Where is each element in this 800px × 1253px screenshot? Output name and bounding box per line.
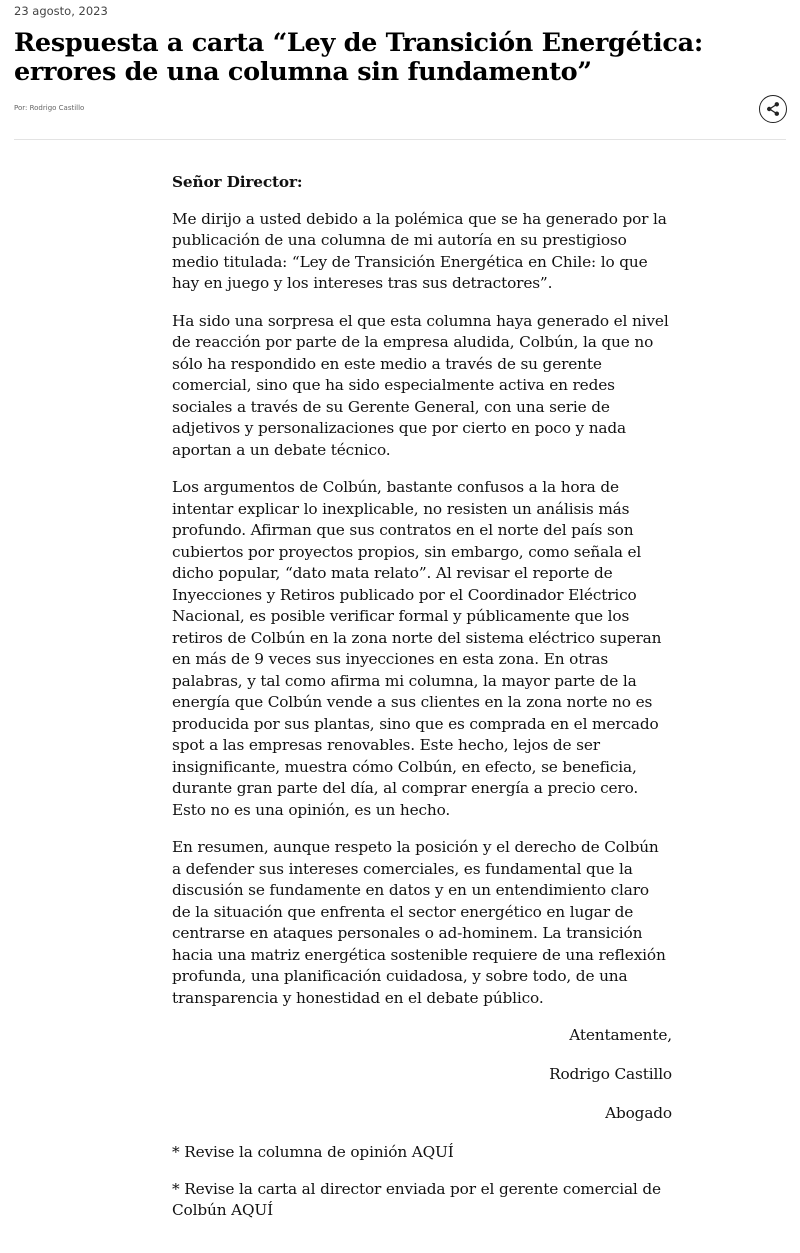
article-date: 23 agosto, 2023 <box>14 4 108 18</box>
letter-paragraph: En resumen, aunque respeto la posición y el derecho de Colbún a defender sus intereses comerciales, es fundamental que la discusión se fundamente en datos y en un entendimiento claro de la situación que enfrenta el sector energético en lugar de centrarse en ataques personales o ad-hominem. La transición hacia una matriz energética sostenible requiere de una reflexión profunda, una planificación cuidadosa, y sobre todo, de una transparencia y honestidad en el debate público. <box>172 838 666 1007</box>
letter-paragraph: Me dirijo a usted debido a la polémica que se ha generado por la publicación de una columna de mi autoría en su prestigioso medio titulada: “Ley de Transición Energética en Chile: lo que hay en juego y los intereses tras sus detractores”. <box>172 209 667 292</box>
letter-greeting: Señor Director: <box>172 173 303 191</box>
signature-title: Abogado <box>605 1104 672 1122</box>
share-icon <box>765 101 781 117</box>
letter-paragraph: Ha sido una sorpresa el que esta columna haya generado el nivel de reacción por parte de la empresa aludida, Colbún, la que no sólo ha respondido en este medio a través de su gerente comercial, sino que ha sido especialmente activa en redes sociales a través de su Gerente General, con una serie de adjetivos y personalizaciones que por cierto en poco y nada aportan a un debate técnico. <box>172 311 669 459</box>
header-divider <box>14 139 786 140</box>
letter-body <box>172 172 672 1237</box>
note-column-link[interactable]: * Revise la columna de opinión AQUÍ <box>172 1143 454 1161</box>
letter-paragraph: Los argumentos de Colbún, bastante confusos a la hora de intentar explicar lo inexplicable, no resisten un análisis más profundo. Afirman que sus contratos en el norte del país son cubiertos por proyectos propios, sin embargo, como señala el dicho popular, “dato mata relato”. Al revisar el reporte de Inyecciones y Retiros publicado por el Coordinador Eléctrico Nacional, es posible verificar formal y públicamente que los retiros de Colbún en la zona norte del sistema eléctrico superan en más de 9 veces sus inyecciones en esta zona. En otras palabras, y tal como afirma mi columna, la mayor parte de la energía que Colbún vende a sus clientes en la zona norte no es producida por sus plantas, sino que es comprada en el mercado spot a las empresas renovables. Este hecho, lejos de ser insignificante, muestra cómo Colbún, en efecto, se beneficia, durante gran parte del día, al comprar energía a precio cero. Esto no es una opinión, es un hecho. <box>172 478 662 819</box>
share-button[interactable] <box>759 95 787 123</box>
signature-name: Rodrigo Castillo <box>549 1065 672 1083</box>
article-author: Por: Rodrigo Castillo <box>14 104 85 112</box>
article-title: Respuesta a carta “Ley de Transición Energética: errores de una columna sin fundamento” <box>14 28 703 87</box>
note-letter-link[interactable]: * Revise la carta al director enviada por el gerente comercial de Colbún AQUÍ <box>172 1179 661 1219</box>
letter-closing: Atentamente, <box>569 1026 672 1044</box>
